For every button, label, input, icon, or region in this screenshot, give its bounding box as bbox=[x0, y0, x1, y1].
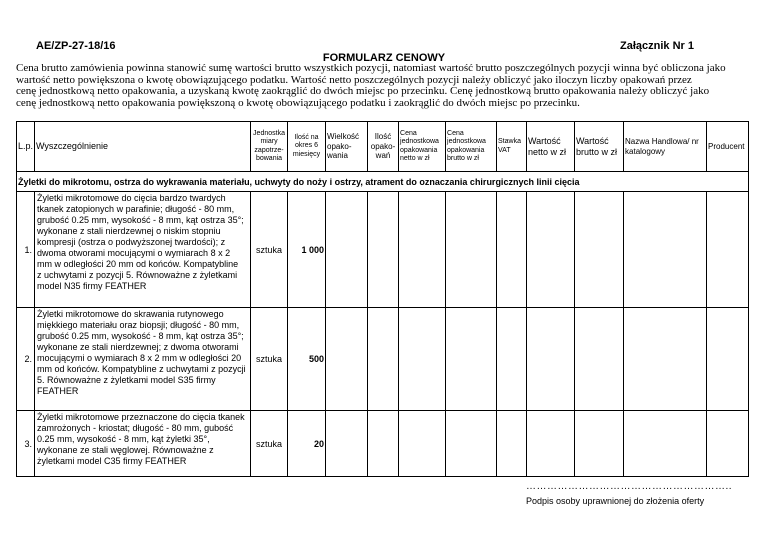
intro-line: cenę jednostkową netto opakowania, a uzyskaną kwotę zaokrąglić do dwóch miejsc po przecinku. Cenę jednostkową brutto opakowania należy obliczyć jako bbox=[16, 85, 710, 97]
desc-line: tkanek zatopionych w parafinie; długość - 80 mm, bbox=[37, 204, 235, 214]
col-pack-size: Wielkość opako- wania bbox=[326, 122, 368, 172]
desc-line: wykonane ze stali węglowej. Równoważne z bbox=[37, 445, 214, 455]
desc-line: Żyletki mikrotomowe do skrawania rutynowego bbox=[37, 309, 224, 319]
desc-line: miękkiego materiału oraz biopsji; długość - 80 mm, bbox=[37, 320, 240, 330]
desc-line: zamrożonych - kriostat; długość - 80 mm, gubość bbox=[37, 423, 234, 433]
col-producer: Producent bbox=[707, 122, 749, 172]
signature-label: Podpis osoby uprawnionej do złożenia oferty bbox=[526, 496, 705, 506]
cell-trade-name[interactable] bbox=[624, 411, 707, 477]
col-name: Wyszczególnienie bbox=[35, 122, 251, 172]
intro-paragraph bbox=[16, 63, 726, 109]
col-qty: Ilość na okres 6 miesięcy bbox=[288, 122, 326, 172]
cell-unit-net[interactable] bbox=[399, 308, 446, 411]
cell-producer[interactable] bbox=[707, 411, 749, 477]
cell-trade-name[interactable] bbox=[624, 308, 707, 411]
section-row bbox=[17, 172, 749, 192]
col-unit-gross: Cena jednostkowa opakowania brutto w zł bbox=[446, 122, 497, 172]
table-row bbox=[17, 192, 749, 308]
desc-line: mm od końców. Kompatybline z uchwytami z pozycji bbox=[37, 364, 246, 374]
col-vat: Stawka VAT bbox=[497, 122, 527, 172]
reference-number: AE/ZP-27-18/16 bbox=[36, 40, 116, 52]
cell-producer[interactable] bbox=[707, 192, 749, 308]
row-lp: 3. bbox=[17, 411, 35, 477]
cell-pack-size[interactable] bbox=[326, 192, 368, 308]
row-qty: 500 bbox=[288, 308, 326, 411]
cell-gross-value[interactable] bbox=[575, 192, 624, 308]
cell-vat[interactable] bbox=[497, 411, 527, 477]
desc-line: dwoma otworami mocującymi o wymiarach 8 x 2 bbox=[37, 248, 231, 258]
desc-line: grubość 0.25 mm, wysokość - 8 mm, kąt ostrza 35°; bbox=[37, 215, 244, 225]
desc-line: mocującymi o wymiarach 8 x 2 mm w odległości 20 bbox=[37, 353, 242, 363]
cell-pack-size[interactable] bbox=[326, 308, 368, 411]
cell-gross-value[interactable] bbox=[575, 308, 624, 411]
row-unit: sztuka bbox=[251, 411, 288, 477]
row-qty: 20 bbox=[288, 411, 326, 477]
row-description bbox=[35, 411, 251, 477]
table-row bbox=[17, 411, 749, 477]
col-pack-count: Ilość opako- wań bbox=[368, 122, 399, 172]
row-qty: 1 000 bbox=[288, 192, 326, 308]
desc-line: FEATHER bbox=[37, 386, 79, 396]
row-unit: sztuka bbox=[251, 308, 288, 411]
cell-producer[interactable] bbox=[707, 308, 749, 411]
cell-pack-count[interactable] bbox=[368, 192, 399, 308]
cell-net-value[interactable] bbox=[527, 192, 575, 308]
intro-line: cenę jednostkową netto opakowania powiększoną o kwotę obowiązującego podatku i zaokrąglić do dwóch miejsc po przecinku. bbox=[16, 96, 580, 109]
price-table bbox=[16, 121, 749, 477]
desc-line: 0.25 mm, wysokość - 8 mm, kąt żyletki 35°, bbox=[37, 434, 210, 444]
desc-line: żyletkami model C35 firmy FEATHER bbox=[37, 456, 187, 466]
cell-vat[interactable] bbox=[497, 192, 527, 308]
intro-line: Cena brutto zamówienia powinna stanowić sumę wartości brutto wszystkich pozycji, natomiast wartość brutto poszczególnych pozycji winna być obliczona jako bbox=[16, 63, 726, 74]
table-header-row bbox=[17, 122, 749, 172]
desc-line: Żyletki mikrotomowe do cięcia bardzo twardych bbox=[37, 193, 226, 203]
page-title: FORMULARZ CENOWY bbox=[322, 52, 446, 64]
cell-net-value[interactable] bbox=[527, 411, 575, 477]
desc-line: wykonane ze stali nierdzewnej; z dwoma otworami bbox=[37, 342, 239, 352]
desc-line: kompresji (ostrza o podwyższonej twardości); z bbox=[37, 237, 226, 247]
cell-gross-value[interactable] bbox=[575, 411, 624, 477]
cell-unit-gross[interactable] bbox=[446, 411, 497, 477]
desc-line: wykonane z stali nierdzewnej o niskim stopniu bbox=[37, 226, 221, 236]
signature-dots: ………………………………………………….. bbox=[526, 481, 733, 492]
annex-label: Załącznik Nr 1 bbox=[620, 40, 694, 52]
row-description bbox=[35, 192, 251, 308]
desc-line: z uchwytami z pozycji 5. Równoważne z żyletkami bbox=[37, 270, 238, 280]
desc-line: grubość 0.25 mm, wysokość - 8 mm, kąt ostrza 35°; bbox=[37, 331, 244, 341]
intro-line: wartość netto powiększona o kwotę obowiązującego podatku. Wartość netto poszczególnych pozycji należy obliczyć jako iloczyn liczby opakowań przez bbox=[16, 73, 692, 86]
cell-unit-gross[interactable] bbox=[446, 308, 497, 411]
table-row bbox=[17, 308, 749, 411]
col-unit-net: Cena jednostkowa opakowania netto w zł bbox=[399, 122, 446, 172]
col-lp: L.p. bbox=[17, 122, 35, 172]
cell-net-value[interactable] bbox=[527, 308, 575, 411]
cell-unit-gross[interactable] bbox=[446, 192, 497, 308]
desc-line: Żyletki mikrotomowe przeznaczone do cięcia tkanek bbox=[37, 412, 245, 422]
desc-line: model N35 firmy FEATHER bbox=[37, 281, 147, 291]
col-net-value: Wartość netto w zł bbox=[527, 122, 575, 172]
cell-vat[interactable] bbox=[497, 308, 527, 411]
desc-line: 5. Równoważne z żyletkami model S35 firmy bbox=[37, 375, 216, 385]
cell-unit-net[interactable] bbox=[399, 192, 446, 308]
cell-pack-count[interactable] bbox=[368, 411, 399, 477]
col-unit: Jednostka miary zapotrze- bowania bbox=[251, 122, 288, 172]
cell-unit-net[interactable] bbox=[399, 411, 446, 477]
row-unit: sztuka bbox=[251, 192, 288, 308]
col-trade-name: Nazwa Handlowa/ nr katalogowy bbox=[624, 122, 707, 172]
col-gross-value: Wartość brutto w zł bbox=[575, 122, 624, 172]
row-description bbox=[35, 308, 251, 411]
cell-pack-size[interactable] bbox=[326, 411, 368, 477]
row-lp: 1. bbox=[17, 192, 35, 308]
cell-trade-name[interactable] bbox=[624, 192, 707, 308]
cell-pack-count[interactable] bbox=[368, 308, 399, 411]
row-lp: 2. bbox=[17, 308, 35, 411]
section-title: Żyletki do mikrotomu, ostrza do wykrawania materiału, uchwyty do noży i ostrzy, atrament do oznaczania chirurgicznych linii cięcia bbox=[17, 172, 749, 192]
desc-line: mm w odległości 20 mm od końców. Kompatybline bbox=[37, 259, 239, 269]
